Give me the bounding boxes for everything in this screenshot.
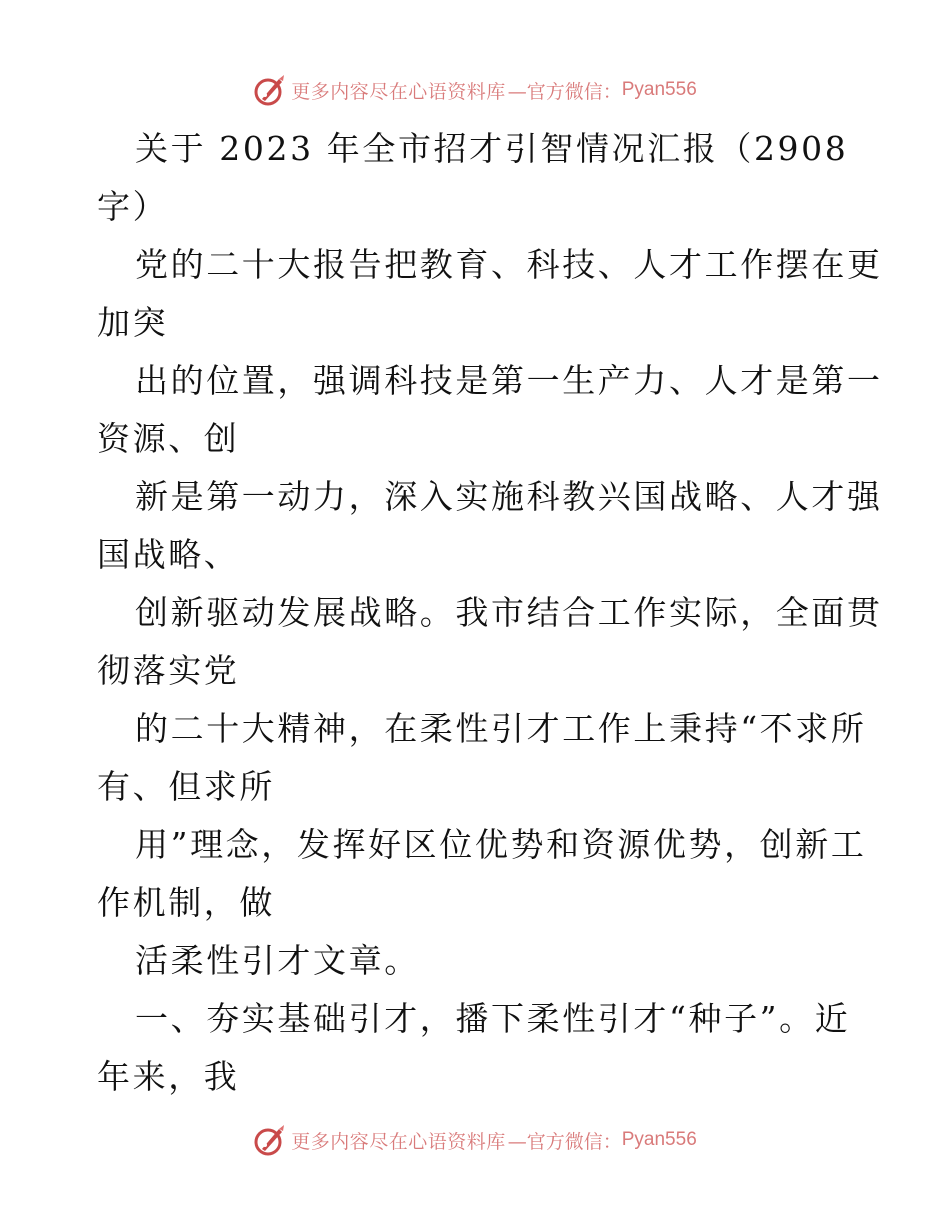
doc-line: 资源、创 [97,419,240,458]
watermark-site-text: 更多内容尽在心语资料库 [291,80,506,103]
doc-line: 彻落实党 [97,651,240,690]
quill-pen-logo-icon [253,73,287,107]
doc-line: 党的二十大报告把教育、科技、人才工作摆在更 [135,245,883,284]
doc-line: 有、但求所 [97,767,275,806]
doc-line: 加突 [97,303,169,342]
document-body [97,120,883,1106]
watermark-site-text: 更多内容尽在心语资料库 [291,1130,506,1153]
doc-line: 新是第一动力，深入实施科教兴国战略、人才强 [135,477,883,516]
doc-line: 用”理念，发挥好区位优势和资源优势，创新工 [135,825,867,864]
doc-line: 年来，我 [97,1057,240,1096]
watermark-wechat-id: Pyan556 [621,1129,697,1150]
header-watermark [0,70,950,110]
doc-line: 国战略、 [97,535,240,574]
watermark-separator: —官方微信： [507,1130,622,1153]
doc-line: 活柔性引才文章。 [135,941,420,980]
doc-line: 的二十大精神，在柔性引才工作上秉持“不求所 [135,709,867,748]
doc-line: 一、夯实基础引才，播下柔性引才“种子”。近 [135,999,851,1038]
doc-line: 关于 2023 年全市招才引智情况汇报（2908 [135,129,849,168]
watermark-separator: —官方微信： [507,80,622,103]
doc-line: 字） [97,187,169,226]
doc-line: 作机制，做 [97,883,275,922]
quill-pen-logo-icon [253,1123,287,1157]
footer-watermark [0,1120,950,1160]
watermark-wechat-id: Pyan556 [621,79,697,100]
doc-line: 创新驱动发展战略。我市结合工作实际，全面贯 [135,593,883,632]
doc-line: 出的位置，强调科技是第一生产力、人才是第一 [135,361,883,400]
